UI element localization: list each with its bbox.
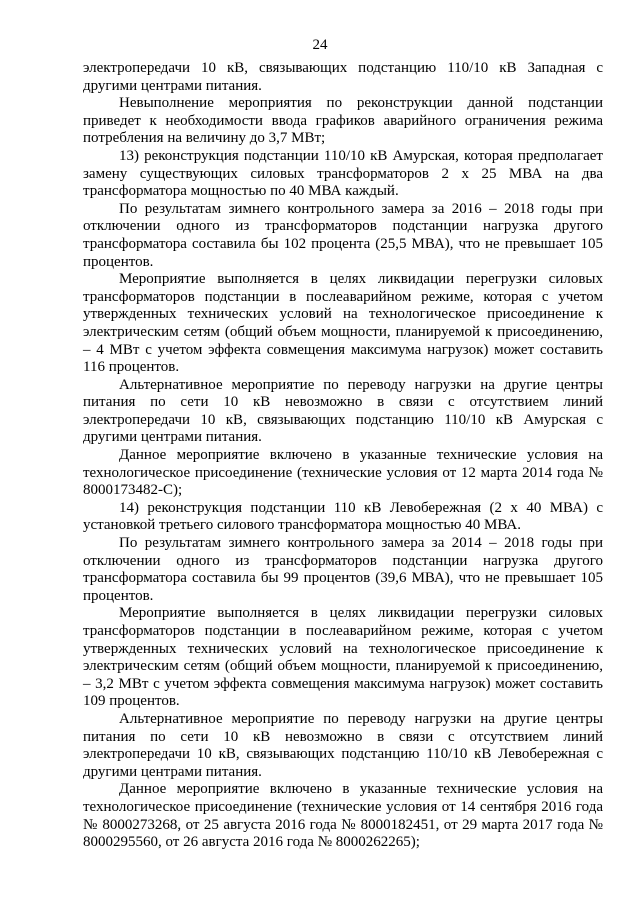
paragraph: По результатам зимнего контрольного замера за 2014 – 2018 годы при отключении одного из трансформаторов подстанции нагрузка другого трансформатора составила бы 99 процентов (39,6 МВА), что не превышает 105 процентов. <box>83 535 603 604</box>
paragraph: Альтернативное мероприятие по переводу нагрузки на другие центры питания по сети 10 кВ невозможно в связи с отсутствием линий электропередачи 10 кВ, связывающих подстанцию 110/10 кВ Амурская с другими центрами питания. <box>83 376 603 446</box>
paragraph: Альтернативное мероприятие по переводу нагрузки на другие центры питания по сети 10 кВ невозможно в связи с отсутствием линий электропередачи 10 кВ, связывающих подстанцию 110/10 кВ Левобережная с другими центрами питания. <box>83 710 603 780</box>
paragraph: Мероприятие выполняется в целях ликвидации перегрузки силовых трансформаторов подстанции в послеаварийном режиме, которая с учетом утвержденных технических условий на технологическое присоединение к электрическим сетям (общий объем мощности, планируемой к присоединению, – 4 МВт с учетом эффекта совмещения максимума нагрузок) может составить 116 процентов. <box>83 271 603 376</box>
paragraph-continuation: электропередачи 10 кВ, связывающих подстанцию 110/10 кВ Западная с другими центрами питания. <box>83 60 603 94</box>
paragraph: По результатам зимнего контрольного замера за 2016 – 2018 годы при отключении одного из трансформаторов подстанции нагрузка другого трансформатора составила бы 102 процента (25,5 МВА), что не превышает 105 процентов. <box>83 200 603 270</box>
paragraph: Данное мероприятие включено в указанные технические условия на технологическое присоединение (технические условия от 12 марта 2014 года № 8000173482-С); <box>83 447 603 499</box>
paragraph: Мероприятие выполняется в целях ликвидации перегрузки силовых трансформаторов подстанции в послеаварийном режиме, которая с учетом утвержденных технических условий на технологическое присоединение к электрическим сетям (общий объем мощности, планируемой к присоединению, – 3,2 МВт с учетом эффекта совмещения максимума нагрузок) может составить 109 процентов. <box>83 605 603 710</box>
list-item-13: 13) реконструкция подстанции 110/10 кВ Амурская, которая предполагает замену существующих силовых трансформаторов 2 х 25 МВА на два трансформатора мощностью по 40 МВА каждый. <box>83 147 603 200</box>
paragraph: Данное мероприятие включено в указанные технические условия на технологическое присоединение (технические условия от 14 сентября 2016 года № 8000273268, от 25 августа 2016 года № 8000182451, от 29 марта 2017 года № 8000295560, от 26 августа 2016 года № 8000262265); <box>83 781 603 851</box>
page-number: 24 <box>312 37 328 53</box>
body-text <box>83 60 603 852</box>
paragraph: Невыполнение мероприятия по реконструкции данной подстанции приведет к необходимости ввода графиков аварийного ограничения режима потребления на величину до 3,7 МВт; <box>83 95 603 147</box>
list-item-14: 14) реконструкция подстанции 110 кВ Левобережная (2 х 40 МВА) с установкой третьего силового трансформатора мощностью 40 МВА. <box>83 499 603 534</box>
